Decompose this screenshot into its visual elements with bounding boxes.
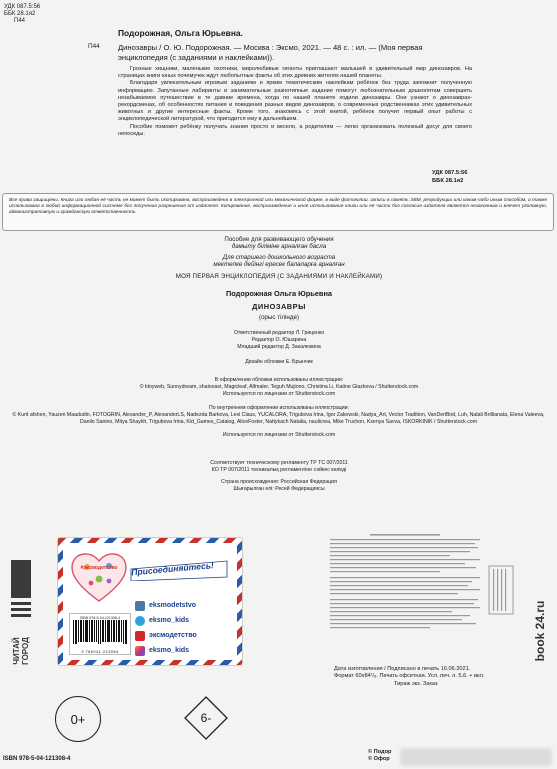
imprint-language: (орыс тiлiнде) [259,314,299,321]
chitai-line1: ЧИТАЙ [12,637,21,665]
udk-right: УДК 087.5:56 [432,170,468,176]
header-udk: УДК 087.5:56 [4,4,41,10]
bbk-right: ББК 28.1я2 [432,177,464,184]
barcode-bars-icon [72,620,128,644]
copyright-author: © Подор [368,749,392,755]
chitai-line2: ГОРОД [21,637,30,665]
header-udk-block [4,4,40,25]
print-run: Тираж экз. Заказ [394,680,438,687]
book24-text: book 24.ru [533,600,547,662]
isbn-bottom: ISBN 978-5-04-121308-4 [3,756,71,762]
record-author: Подорожная, Ольга Юрьевна. [118,28,243,38]
responsible-editor: Ответственный редактор Л. Гриценко [233,330,325,336]
age-range-badge [184,696,228,740]
fineprint-lines-icon [330,534,480,644]
header-bbk: ББК 28.1я2 [4,11,36,17]
chitai-gorod-logo [8,558,34,674]
vk-icon [135,601,145,611]
publisher-imprint-fineprint [330,534,480,646]
social-links [135,599,235,659]
inner-illus-credits: © Kurit afshen, Yauzen Maadudin, FOTOGRIN, Alexander_P, AlexanderLS, Nadezda Barkova, Lexi Claus, YUCALORA, Trigubova Irina, Igor Zakowski, Nadya_Art, Vector Tradition, VanDeriBird, Luh, Natali Brillianata, Elena Valeeva, Danilo Sanino, Mitya Shaykh, Trigubova Irina, Kid_Games_Catalog, AliceFoster, Nattykach Natalia, naulicrea, Mike Truchon, Ksenya Savva, ISKORKINIK / Shutterstock.com [12,412,545,425]
purpose-ru: Пособие для развивающего обучения [224,236,334,243]
age-range-text: 6- [200,711,212,725]
cover-illus-heading: В оформлении обложки использованы иллюстрации: [214,377,344,383]
youtube-icon [135,631,145,641]
print-info [334,666,484,688]
cover-design: Дизайн обложки Е. Брынчик [245,359,313,365]
blurred-region [400,748,552,766]
heart-icon [69,549,129,603]
age-ru: Для старшего дошкольного возраста [222,254,336,261]
cover-illus-credits: © ktoyweb, Sunnydream, shainoast, Magicleaf, Alfmaler, Teguh Mujiono, Christina Li, Katine Glazkova / Shutterstock.com [139,384,419,390]
tr-compliance-kz: КО ТР 007/2011 техникалық регламентiне сәйкес келедi [211,467,347,473]
barcode-number: 9 785041 213084 [81,649,119,654]
age-rating-badge [55,696,101,742]
tr-compliance-ru: Соответствует техническому регламенту ТР ТС 007/2011 [210,460,348,466]
social-link-youtube[interactable] [135,629,235,642]
social-link-vk[interactable] [135,599,235,612]
record-title: Динозавры / О. Ю. Подорожная. — Москва : Эксмо, 2021. — 48 с. : ил. — (Моя первая энциклопедия (с заданиями и наклейками)). [118,43,423,62]
inner-illus-heading: По внутреннем оформлении использованы иллюстрации: [209,405,349,411]
barcode [69,613,131,655]
barcode-isbn: ISBN 978-5-04-121308-4 [79,616,121,620]
telegram-icon [135,616,145,626]
age-kz: мектепке дейiнгi ересек балаларға арналған [213,261,345,268]
social-link-telegram[interactable] [135,614,235,627]
instagram-icon [135,646,145,656]
cover-license: Используется по лицензии от Shutterstock.com [222,391,336,397]
stamp-inner [63,543,237,660]
imprint-author: Подорожная Ольга Юрьевна [225,289,333,298]
record-annotation [118,66,472,138]
record-code: П44 [88,43,100,50]
print-date: Дата изготовления / Подписано в печать 16.06.2021. [334,666,471,672]
editor: Редактор О. Юшарина [251,337,307,343]
udk-right-block [432,170,467,185]
social-label: eksmodetstvo [149,602,197,609]
social-stamp-card [57,537,243,666]
inner-license: Используется по лицензии от Shutterstock.com [222,432,336,438]
copyright-design: © Офор [368,756,390,763]
social-label: эксмодетство [149,632,197,639]
certification-mark-icon [488,565,514,615]
legal-notice-box [2,193,554,231]
social-label: eksmo_kids [149,647,190,654]
series-name: МОЯ ПЕРВАЯ ЭНЦИКЛОПЕДИЯ (С ЗАДАНИЯМИ И НАКЛЕЙКАМИ) [175,273,383,280]
country-ru: Страна происхождения: Российская Федерация [221,479,337,485]
header-code: П44 [14,18,25,24]
purpose-kz: дамыту бiлiмiне арналған басла [231,243,327,250]
book24-logo [526,588,552,678]
age-rating-text: 0+ [70,711,86,727]
legal-notice: Все права защищены. Книга или любая её часть не может быть скопирована, воспроизведена в электронной или механической форме, в виде фотокопии, записи в память ЭВМ, репродукции или каким-либо иным способом, а также использована в любой информационной системе без получения разрешения от издателя. Копирование, воспроизведение и иное использование книги или её части без согласия издателя является незаконным и влечет уголовную, административную и гражданскую ответственность. [9,198,547,215]
annotation-paragraph: Грозные хищники, маленькие охотники, миролюбивые гиганты приглашают малышей в удивительный мир динозавров. На страницах книги юных почемучек ждут любопытные факты об этих древних жителях нашей планеты. [118,66,472,80]
heart-tag: #эксмодетство [80,565,118,571]
imprint-title: ДИНОЗАВРЫ [252,302,306,311]
country-kz: Шығарылған елi: Ресей Федерациясы [233,486,325,492]
social-label: eksmo_kids [149,617,190,624]
join-text: Присоединяйтесь! [130,560,215,578]
junior-editor: Младший редактор Д. Закалюкина [237,344,321,350]
print-format: Формат 60x84¹/₈. Печать офсетная. Усл. печ. л. 5,6. + вкл. [334,673,485,680]
annotation-paragraph: Пособие поможет ребёнку получать знания просто и весело, а родителям — легко организовать полезный досуг для своего непоседы. [118,123,472,137]
copyright-block [368,749,391,764]
annotation-paragraph: Благодаря увлекательным игровым заданиям и ярким тематическим наклейкам ребёнок без труда запомнит полученную информацию. Запутанные лабиринты и занимательные разнотипные задания помогут любознательным дошколятам совершить незабываемое путешествие в те давние времена, когда по нашей планете ходили динозавры. Они узнают о динозаврах-рекордсменах, об особенностях питания и поведения разных видов динозавров, о современных родственниках этих удивительных животных и другие интересные факты. Кроме того, знакомясь с этой книгой, ребёнок получит первый опыт работы с энциклопедической литературой, что пригодится ему в дальнейшем. [118,80,472,123]
social-link-instagram[interactable] [135,644,235,657]
vertical-certification-label [488,565,514,615]
